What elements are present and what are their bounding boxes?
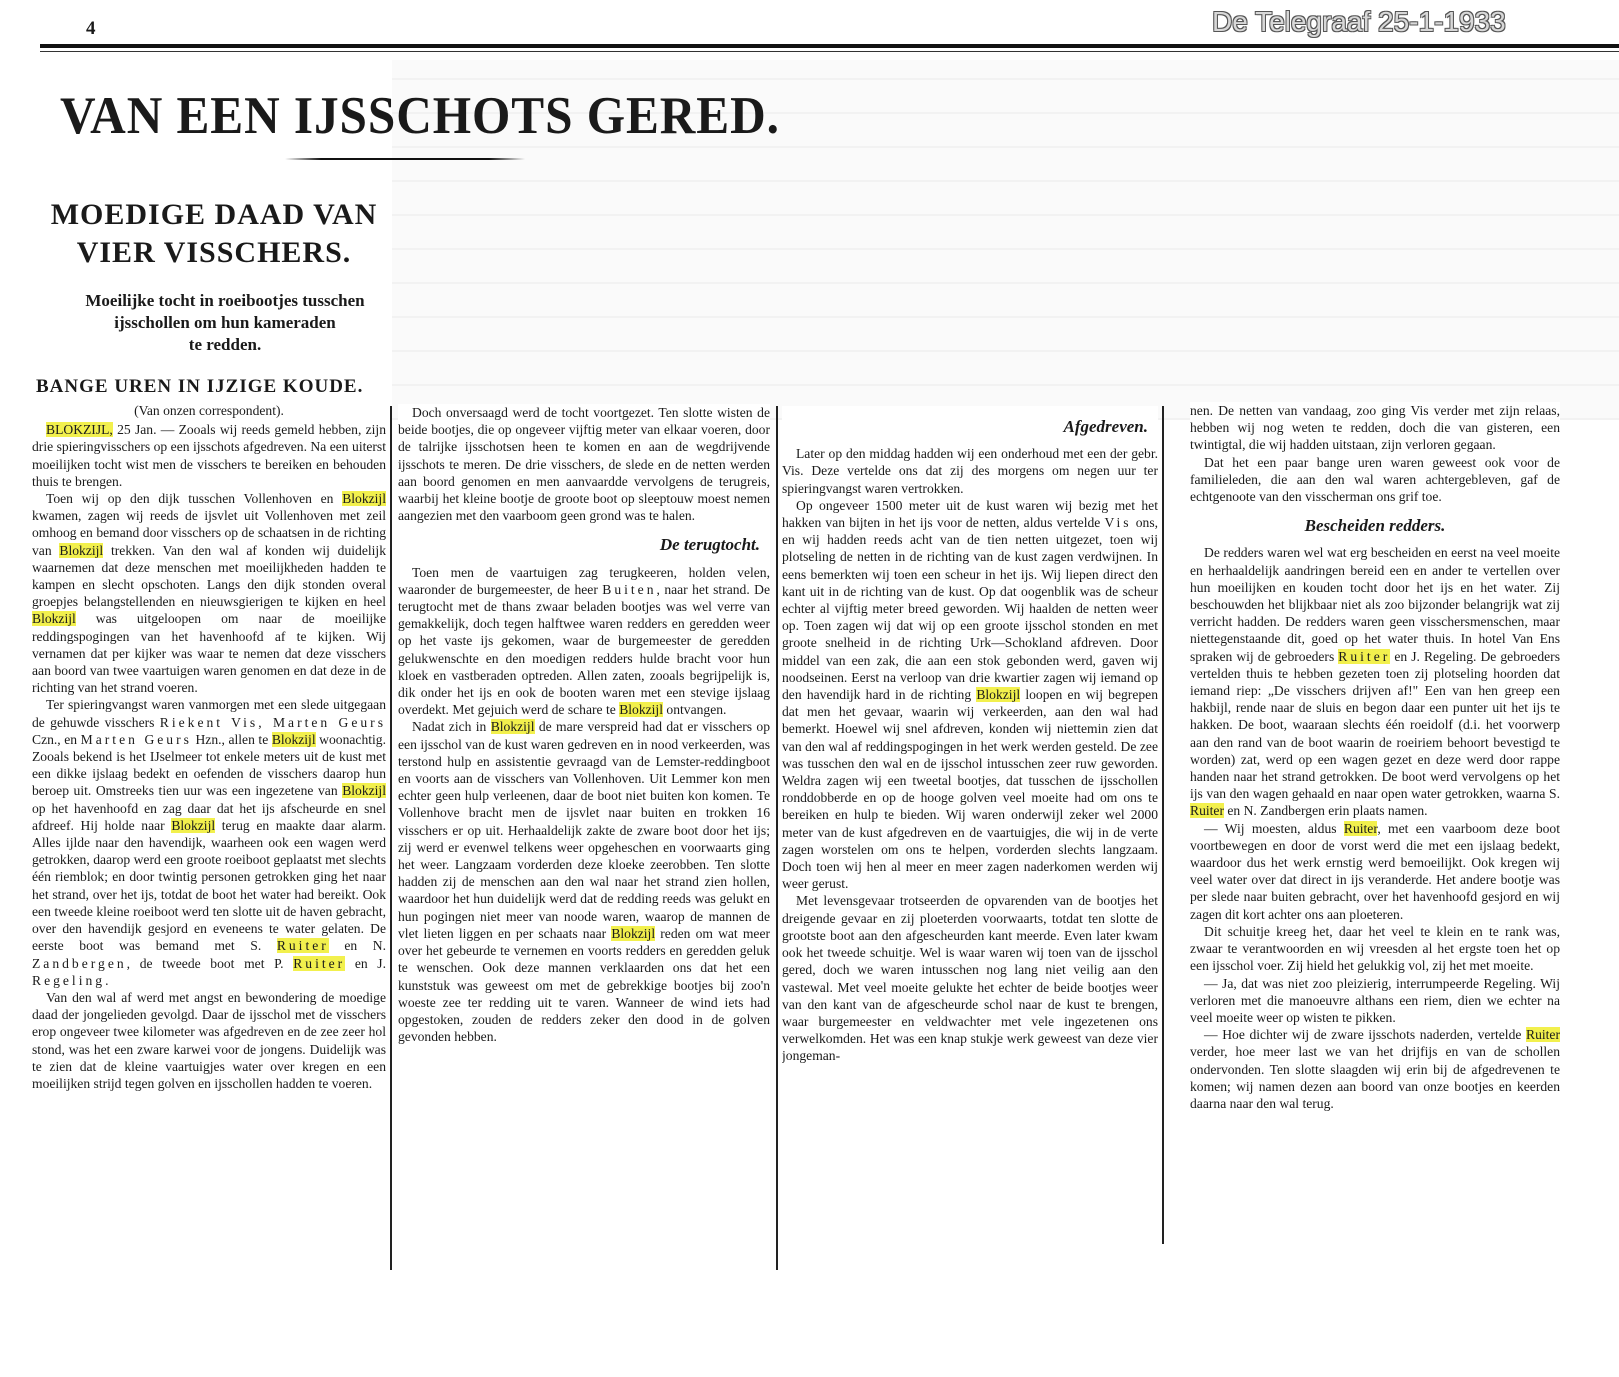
column-divider: [1162, 406, 1164, 1244]
top-rule-thin: [40, 51, 1619, 52]
paragraph: — Hoe dichter wij de zware ijsschots naderden, vertelde Ruiter verder, hoe meer last we van het drijfijs en van de schollen ondervonden. Ten slotte slaagden wij erin bij de afgedrevenen te komen; wij namen dezen aan boord van onze bootjes en keerden daarna naar den wal terug.: [1190, 1027, 1560, 1111]
paragraph: Toen men de vaartuigen zag terugkeeren, holden velen, waaronder de burgemeester, de heer Buiten, naar het strand. De terugtocht met de thans zwaar beladen bootjes was wel verre van gemakkelijk, doch tegen halftwee waren redders en geredden weer op het vaste ijs gekomen, waar de burgemeester de geredden gelukwenschte en den moedigen redders hulde bracht voor hun kloek en vastberaden optreden. Allen zaten, zooals begrijpelijk is, dik onder het ijs en ook de booten waren met een stevige ijslaag overdekt. Met gejuich werd de schare te Blokzijl ontvangen.: [398, 564, 770, 718]
paragraph: Dat het een paar bange uren waren geweest ook voor de familieleden, die aan den wal waren achtergebleven, gaf de echtgenoote van den visscherman ons grif toe.: [1190, 454, 1560, 505]
paragraph: Dit schuitje kreeg het, daar het veel te klein en te rank was, zwaar te verantwoorden en wij vreesden al het ergste toen het op een ijsschol voer. Zij hield het gelukkig vol, zij het met moeite.: [1190, 923, 1560, 974]
paragraph: Nadat zich in Blokzijl de mare verspreid had dat er visschers op een ijsschol van de kust waren gedreven en in nood verkeerden, was terstond hulp en assistentie gevraagd van de Lemster-reddingboot en voorts aan de visschers van Vollenhoven. Uit Lemmer kon men echter geen hulp verleenen, daar de boot niet buiten kon komen. Te Vollenhove bracht men de ijsvlet naar buiten en trokken 16 visschers er op uit. Herhaaldelijk zakte de zware boot door het ijs; zij werd er evenwel telkens weer opgeheschen en voorwaarts ging het weer. Langzaam vorderden deze kloeke zeerobben. Ten slotte hadden zij de menschen aan den wal naar het strand zien hollen, waardoor het hun duidelijk werd dat de redding reeds was gelukt en hun pogingen niet meer van noode waren, waarop de mannen de vlet lieten liggen en per schaats naar Blokzijl reden om wat meer over het gebeurde te vernemen en voorts redders en geredden geluk te wenschen. Ook deze mannen verklaarden ons dat het een kunststuk was geweest om met de gebrekkige bootjes bij zoo'n woeste zee ter redding uit te varen. Wanneer de wind iets had opgestoken, zouden de redders zeker den dood in de golven gevonden hebben.: [398, 719, 770, 1045]
byline: (Van onzen correspondent).: [134, 403, 284, 418]
paragraph: Met levensgevaar trotseerden de opvarenden van de bootjes het dreigende gevaar en zij ploeterden voorwaarts, totdat ten slotte de grootste boot aan den afgescheurden kant meerde. Even later kwam ook het tweede schuitje. Wel is waar waren wij toen van de ijsschol gered, doch we waren intusschen nog lang niet veilig aan den vastewal. Met veel moeite gelukte het echter de beide bootjes weer van den kant van de afgescheurde schol naar de kust te brengen, waar burgemeester en veldwachter met vele ingezetenen ons verwelkomden. Het was een knap stukje werk geweest van deze vier jongeman-: [782, 893, 1158, 1064]
subheadline-line-2: VIER VISSCHERS.: [76, 236, 352, 269]
paragraph: Doch onversaagd werd de tocht voortgezet. Ten slotte wisten de beide bootjes, die op ongeveer vijftig meter van elkaar voeren, door de talrijke ijsschotsen heen te komen en aan de wegdrijvende ijsschots te meren. De drie visschers, de slede en de netten werden aan boord genomen en men aanvaardde vervolgens de terugreis, waarbij het kleine bootje de groote boot op sleeptouw moest nemen aangezien met den vaarboom geen grond was te halen.: [398, 405, 770, 524]
article-column-1: [32, 402, 386, 1272]
highlighted-name: Ruiter: [1190, 803, 1224, 819]
highlighted-place: Blokzijl: [342, 783, 386, 799]
spaced-name: Riekent Vis, Marten Geurs: [159, 714, 386, 730]
column-subhead: Bescheiden redders.: [1304, 516, 1446, 536]
column-divider: [776, 406, 778, 1270]
paragraph: — Wij moesten, aldus Ruiter, met een vaarboom deze boot voortbewegen en door de vorst werd die met een ijslaag bedekt, waardoor dus het werk ernstig werd bemoeilijkt. Ook kregen wij veel water over dat direct in ijs veranderde. Het andere bootje was per slede naar buiten gebracht, over het havenhoofd gesjord en wij zagen dit kort achter ons aan ploeteren.: [1190, 820, 1560, 922]
column-subhead: Afgedreven.: [1063, 417, 1148, 436]
spaced-name: Vis: [1104, 515, 1132, 531]
spaced-name: Buiten: [602, 581, 657, 597]
highlighted-place: Blokzijl: [619, 702, 663, 718]
page-number: 4: [86, 18, 96, 39]
column-subhead: De terugtocht.: [659, 535, 760, 555]
source-credit: De Telegraaf 25-1-1933: [1212, 6, 1506, 37]
highlighted-name: Ruiter: [293, 955, 346, 971]
spaced-name: Regeling: [32, 972, 106, 988]
highlighted-place: Blokzijl: [976, 687, 1021, 703]
highlighted-place: Blokzijl: [171, 817, 216, 833]
deck-line-1: Moeilijke tocht in roeibootjes tusschen: [85, 291, 365, 310]
highlighted-place: Blokzijl: [490, 719, 535, 735]
paragraph: nen. De netten van vandaag, zoo ging Vis verder met zijn relaas, hebben wij nog weten te redden, doch die van gisteren, een twintigtal, die wij hadden uitstaan, zijn verloren gegaan.: [1190, 403, 1560, 453]
paragraph: Op ongeveer 1500 meter uit de kust waren wij bezig met het hakken van bijten in het ijs voor de netten, aldus vertelde Vis ons, en wij hadden reeds acht van de tien netten uitgezet, toen wij plotseling de netten in de richting van de kust zagen verdwijnen. In eens bemerkten wij toen een scheur in het ijs. Wij liepen direct den kant uit in de richting van de kust. Op dat oogenblik was de scheur echter al vijftig meter breed geworden. Wij haalden de netten weer op. Toen zagen wij dat wij op een groote ijsschol stonden en met groote snelheid in de richting Urk—Schokland afdreven. Door middel van een zak, die aan een stok gebonden werd, gaven wij noodseinen. Eerst na verloop van drie kwartier zagen wij iemand op den havendijk hard in de richting Blokzijl loopen en wij begrepen dat men het gevaar, waarin wij verkeerden, aan den wal had bemerkt. Hoewel wij snel afdreven, konden wij niettemin zien dat van den wal af reddingspogingen in het werk werden gesteld. De zee was tusschen den wal en de ijsschol intusschen zeer ruw geworden. Weldra zagen wij een tweetal bootjes, dat tusschen de ijsschollen ronddobberde en op de hooge golven veel moeite had om ons te bereiken en hulp te bieden. Wij waren onderwijl zeker wel 2000 meter van de kust afgedreven en de vaartuigjes, die wij in de verte zagen worstelen om ons te helpen, vorderden slechts langzaam. Doch toen wij hen al meer en meer zagen naderkomen werden wij weer gerust.: [782, 497, 1158, 892]
paragraph: De redders waren wel wat erg bescheiden en eerst na veel moeite en herhaaldelijk aandringen bereid een en ander te vertellen over hun moeilijken en kouden tocht door het ijs en het water. Zij beschouwden het blijkbaar niet als zoo bijzonder belangrijk wat zij verricht hadden. De redders waren geen visschersmenschen, maar niettegenstaande dit, goed op het water thuis. In hotel Van Ens spraken wij de gebroeders Ruiter en J. Regeling. De gebroeders vertelden thuis te hebben gezeten toen zij plotseling hoorden dat iemand riep: „De visschers drijven af!" Een van hen greep een hakbijl, rende naar de sluis en begon daar een punter uit het ijs te hakken. De boot, waaraan slechts één roeidolf (d.i. het voorwerp aan den rand van de boot waarin de roeiriem behoort bevestigd te worden) zat, werd op een wagen gezet en deze werd door rappe handen naar het strand getrokken. De boot werd vervolgens op het ijs van den wagen gehaald en naar open water getrokken, waarna S. Ruiter en N. Zandbergen erin plaats namen.: [1190, 545, 1560, 819]
paragraph: Later op den middag hadden wij een onderhoud met een der gebr. Vis. Deze vertelde ons dat zij des morgens om negen uur ter spieringvangst waren vertrokken.: [782, 446, 1158, 496]
article-column-2: [398, 404, 770, 1274]
highlighted-name: Ruiter: [1343, 820, 1378, 836]
spaced-name: Marten Geurs: [80, 731, 192, 747]
column-divider: [390, 406, 392, 1270]
paragraph: Van den wal af werd met angst en bewondering de moedige daad der jongelieden gevolgd. Daar de ijsschol met de visschers erop ongeveer twee kilometer was afgedreven en de zee zeer hol stond, was het een zware karwei voor de jongens. Duidelijk was te zien dat de kleine vaartuigjes water over kregen en een moeilijken strijd tegen golven en ijsschollen hadden te voeren.: [32, 989, 386, 1091]
section-head: BANGE UREN IN IJZIGE KOUDE.: [36, 376, 364, 397]
deck-line-2: ijsschollen om hun kameraden: [114, 313, 336, 332]
highlighted-place: Blokzijl: [611, 925, 656, 941]
highlighted-name: Ruiter: [1338, 648, 1391, 664]
paragraph: — Ja, dat was niet zoo pleizierig, interrumpeerde Regeling. Wij verloren met die manoeuvre althans een riem, dien we echter na veel moeite weer op wisten te pikken.: [1190, 975, 1560, 1025]
top-rule: [40, 44, 1619, 48]
highlighted-place: Blokzijl: [32, 611, 76, 627]
subheadline: [44, 196, 384, 272]
highlighted-place: Blokzijl: [342, 491, 386, 507]
highlighted-place: BLOKZIJL,: [46, 422, 113, 438]
deck-line-3: te redden.: [188, 335, 262, 354]
highlighted-name: Ruiter: [276, 938, 329, 954]
deck: [60, 290, 390, 356]
highlighted-place: Blokzijl: [59, 542, 104, 558]
headline-rule: [285, 158, 525, 160]
subheadline-line-1: MOEDIGE DAAD VAN: [50, 198, 378, 231]
highlighted-place: Blokzijl: [271, 731, 316, 747]
spaced-name: Zandbergen: [32, 955, 127, 971]
paragraph: Ter spieringvangst waren vanmorgen met een slede uitgegaan de gehuwde visschers Riekent Vis, Marten Geurs Czn., en Marten Geurs Hzn., allen te Blokzijl woonachtig. Zooals bekend is het IJselmeer tot enkele meters uit de kust met een dikke ijslaag bedekt en oefenden de visschers daarop hun beroep uit. Omstreeks tien uur was een ingezetene van Blokzijl op het havenhoofd en zag daar dat het ijs afscheurde en snel afdreef. Hij holde naar Blokzijl terug en maakte daar alarm. Alles ijlde naar den havendijk, waarheen ook een wagen werd getrokken, daarop werd een groote roeiboot geplaatst met slechts één riemblok; en door twintig personen getrokken ging het naar het strand, over het ijs, totdat de boot het water had bereikt. Ook een tweede kleine roeiboot werd ten slotte uit de haven gebracht, over den havendijk gesjord en eveneens te water gelaten. De eerste boot was bemand met S. Ruiter en N. Zandbergen, de tweede boot met P. Ruiter en J. Regeling.: [32, 697, 386, 988]
highlighted-name: Ruiter: [1526, 1027, 1560, 1043]
article-column-4: [1190, 402, 1560, 1312]
headline: VAN EEN IJSSCHOTS GERED.: [60, 87, 780, 145]
article-column-3: [782, 406, 1158, 1246]
paragraph: Toen wij op den dijk tusschen Vollenhoven en Blokzijl kwamen, zagen wij reeds de ijsvlet uit Vollenhoven met zeil omhoog en bemand door visschers op de schaatsen in de richting van Blokzijl trekken. Van den wal af konden wij duidelijk waarnemen dat deze menschen met moeilijkheden hadden te kampen en slecht opschoten. Langs den dijk stonden overal groepjes belangstellenden en nieuwsgierigen te kijken en heel Blokzijl was uitgeloopen om naar de moeilijke reddingspogingen van het havenhoofd af te kijken. Wij vernamen dat per kijker was waar te nemen dat deze visschers aan boord van twee vaartuigen waren genomen en dat deze in de richting van het strand voeren.: [32, 491, 386, 696]
paragraph: BLOKZIJL, 25 Jan. — Zooals wij reeds gemeld hebben, zijn drie spieringvisschers op een ijsschots afgedreven. Na een uiterst moeilijken tocht wist men de visschers te bereiken en behouden thuis te brengen.: [32, 422, 386, 489]
